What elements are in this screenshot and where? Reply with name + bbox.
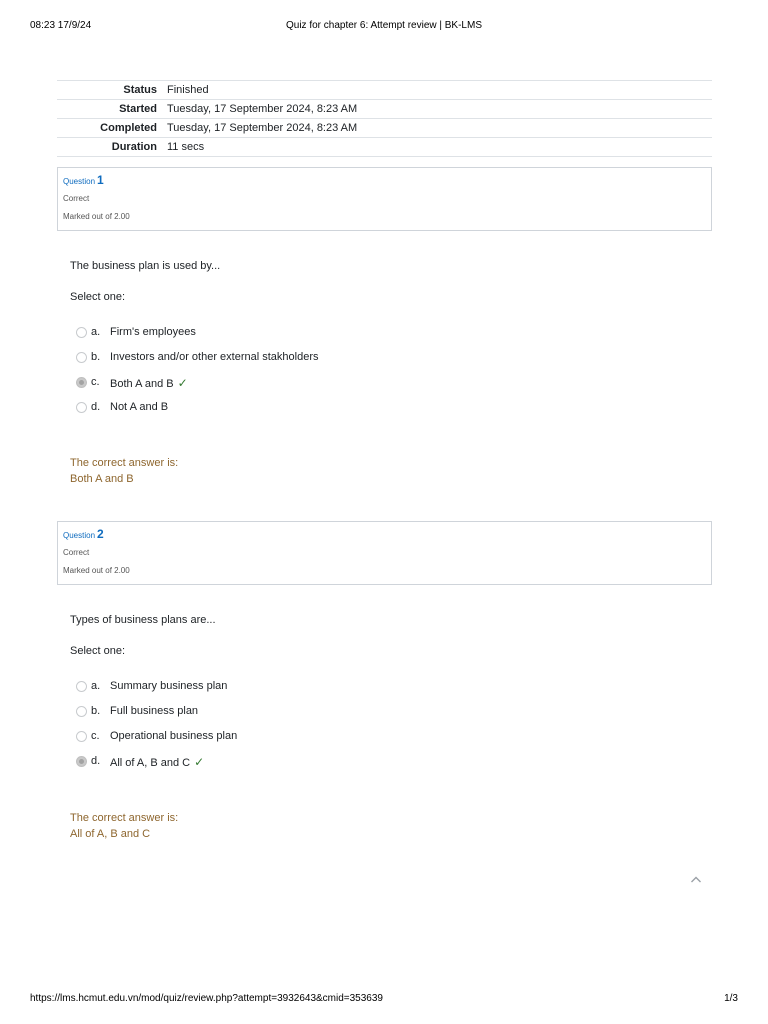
question-state: Correct xyxy=(63,548,90,557)
answer-text-wrap xyxy=(110,755,204,769)
radio-button[interactable] xyxy=(76,706,87,717)
summary-label: Started xyxy=(119,103,157,115)
answer-option[interactable] xyxy=(76,401,476,426)
select-one-prompt: Select one: xyxy=(70,291,126,303)
question-number-value: 2 xyxy=(97,527,104,541)
answer-option[interactable] xyxy=(76,351,476,376)
attempt-summary-table xyxy=(57,80,712,157)
summary-value: 11 secs xyxy=(167,141,205,153)
radio-button[interactable] xyxy=(76,731,87,742)
answer-text: All of A, B and C xyxy=(110,757,191,769)
answer-letter: d. xyxy=(91,401,101,413)
radio-button[interactable] xyxy=(76,402,87,413)
answer-text-wrap xyxy=(110,376,188,390)
question-number xyxy=(63,527,104,541)
answer-text: Investors and/or other external stakholders xyxy=(110,351,319,363)
summary-value: Tuesday, 17 September 2024, 8:23 AM xyxy=(167,122,358,134)
answer-letter: c. xyxy=(91,730,100,742)
answer-options xyxy=(76,326,476,426)
answer-text: Both A and B xyxy=(110,378,174,390)
summary-label: Duration xyxy=(111,141,157,153)
chevron-up-icon xyxy=(690,874,702,886)
answer-text: Firm's employees xyxy=(110,326,196,338)
answer-letter: b. xyxy=(91,351,101,363)
summary-label: Completed xyxy=(100,122,157,134)
answer-text: Full business plan xyxy=(110,705,199,717)
answer-letter: c. xyxy=(91,376,100,388)
question-number xyxy=(63,173,104,187)
check-icon: ✓ xyxy=(177,376,188,390)
question-grade: Marked out of 2.00 xyxy=(63,566,130,575)
answer-letter: a. xyxy=(91,326,101,338)
print-datetime: 08:23 17/9/24 xyxy=(30,20,92,31)
answer-letter: d. xyxy=(91,755,101,767)
question-number-value: 1 xyxy=(97,173,104,187)
answer-option-selected[interactable] xyxy=(76,755,476,780)
question-label: Question xyxy=(63,531,96,540)
question-info-2 xyxy=(57,521,712,585)
radio-button-checked[interactable] xyxy=(76,377,87,388)
answer-text: Summary business plan xyxy=(110,680,228,692)
feedback-answer: All of A, B and C xyxy=(70,828,151,840)
answer-text: Operational business plan xyxy=(110,730,238,742)
radio-button-checked[interactable] xyxy=(76,756,87,767)
radio-button[interactable] xyxy=(76,327,87,338)
answer-option[interactable] xyxy=(76,326,476,351)
question-text: Types of business plans are... xyxy=(70,614,216,626)
summary-value: Finished xyxy=(167,84,209,96)
feedback-answer: Both A and B xyxy=(70,473,134,485)
feedback-label: The correct answer is: xyxy=(70,457,179,469)
answer-option[interactable] xyxy=(76,680,476,705)
answer-text: Not A and B xyxy=(110,401,169,413)
question-grade: Marked out of 2.00 xyxy=(63,212,130,221)
summary-row-duration xyxy=(57,138,712,157)
print-url: https://lms.hcmut.edu.vn/mod/quiz/review.php?attempt=3932643&cmid=353639 xyxy=(30,993,383,1004)
summary-value: Tuesday, 17 September 2024, 8:23 AM xyxy=(167,103,358,115)
back-to-top-button[interactable] xyxy=(690,873,702,885)
correct-answer-feedback xyxy=(70,455,178,487)
correct-answer-feedback xyxy=(70,810,178,842)
question-text: The business plan is used by... xyxy=(70,260,221,272)
summary-row-started xyxy=(57,100,712,119)
question-info-1 xyxy=(57,167,712,231)
question-label: Question xyxy=(63,177,96,186)
question-state: Correct xyxy=(63,194,90,203)
answer-options xyxy=(76,680,476,780)
radio-button[interactable] xyxy=(76,681,87,692)
answer-letter: a. xyxy=(91,680,101,692)
print-page-title: Quiz for chapter 6: Attempt review | BK-LMS xyxy=(285,20,482,31)
print-page-number: 1/3 xyxy=(724,993,738,1004)
summary-label: Status xyxy=(123,84,157,96)
feedback-label: The correct answer is: xyxy=(70,812,179,824)
answer-option[interactable] xyxy=(76,705,476,730)
summary-row-status xyxy=(57,81,712,100)
answer-letter: b. xyxy=(91,705,101,717)
answer-option-selected[interactable] xyxy=(76,376,476,401)
summary-row-completed xyxy=(57,119,712,138)
radio-button[interactable] xyxy=(76,352,87,363)
answer-option[interactable] xyxy=(76,730,476,755)
print-footer xyxy=(30,993,738,1007)
check-icon: ✓ xyxy=(194,755,205,769)
select-one-prompt: Select one: xyxy=(70,645,126,657)
print-header xyxy=(30,20,738,34)
